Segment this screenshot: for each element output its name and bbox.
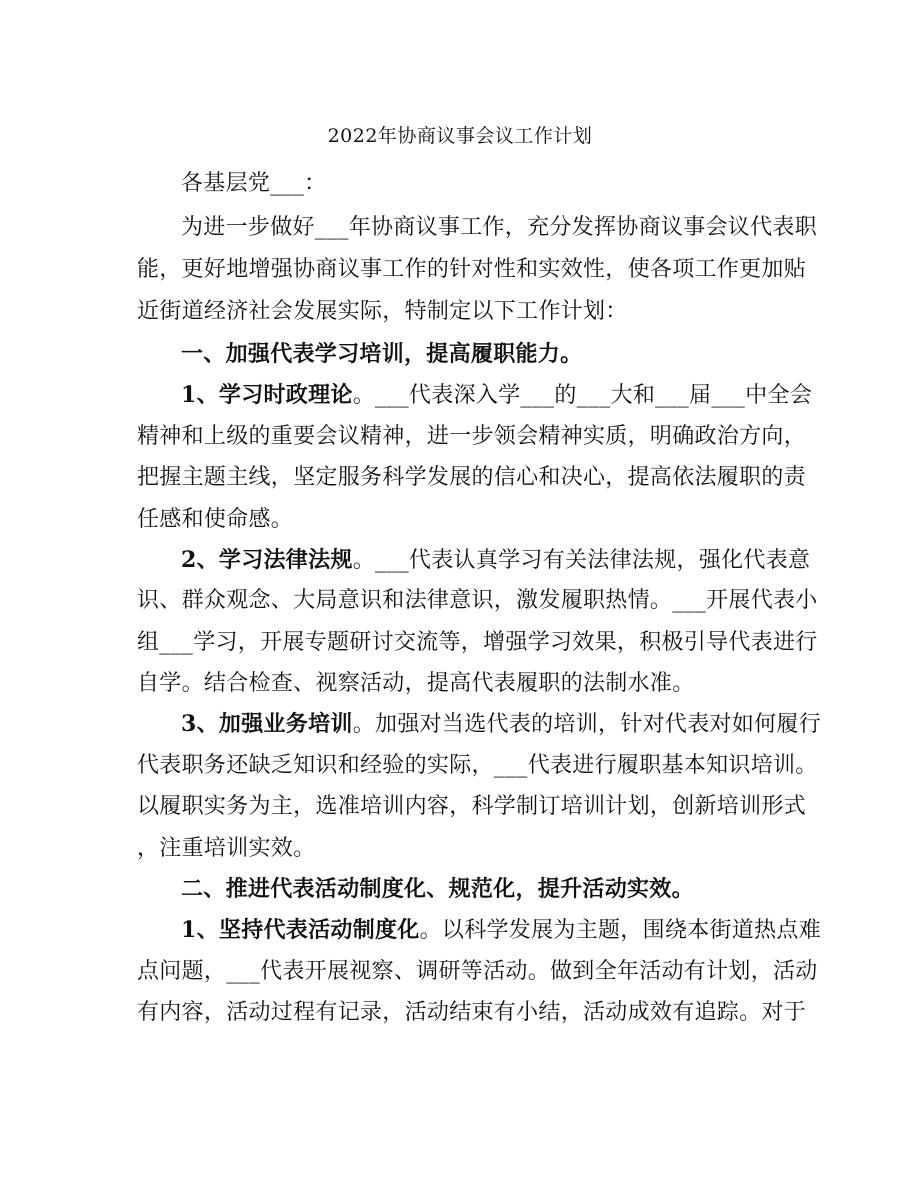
section-1-item-2-line-4: 自学。结合检查、视察活动，提高代表履职的法制水准。 (137, 671, 695, 696)
section-1-item-3-line-2: 代表职务还缺乏知识和经验的实际，___代表进行履职基本知识培训。 (137, 753, 818, 778)
section-1-item-3-line-1 (181, 704, 821, 745)
section-1-item-1-line-3: 把握主题主线，坚定服务科学发展的信心和决心，提高依法履职的责 (137, 465, 807, 490)
section-1-item-2-label: 2、学习法律法规 (181, 547, 353, 573)
section-1-item-3-line-3: 以履职实务为主，选准培训内容，科学制订培训计划，创新培训形式 (137, 794, 807, 819)
intro-line-3: 近街道经济社会发展实际，特制定以下工作计划： (137, 299, 628, 324)
section-2-item-1-line-3: 有内容，活动过程有记录，活动结束有小结，活动成效有追踪。对于 (137, 1000, 807, 1025)
section-2-item-1-text: 。以科学发展为主题，围绕本街道热点难 (419, 918, 822, 943)
section-1-item-2-line-3: 组___学习，开展专题研讨交流等，增强学习效果，积极引导代表进行 (137, 630, 818, 655)
section-1-item-1-line-2: 精神和上级的重要会议精神，进一步领会精神实质，明确政治方向， (137, 424, 807, 449)
section-1-item-3-line-4: ，注重培训实效。 (137, 836, 316, 861)
section-1-item-1-line-1 (181, 375, 812, 416)
section-1-item-3-text: 。加强对当选代表的培训，针对代表对如何履行 (352, 712, 822, 737)
section-1-item-1-text: 。___代表深入学___的___大和___届___中全会 (352, 383, 813, 408)
section-2-item-1-label: 1、坚持代表活动制度化 (181, 917, 420, 943)
section-1-item-2-line-2: 识、群众观念、大局意识和法律意识，激发履职热情。___开展代表小 (137, 588, 818, 613)
salutation: 各基层党___： (181, 171, 327, 196)
section-1-item-1-label: 1、学习时政理论 (181, 382, 353, 408)
section-2-heading: 二、推进代表活动制度化、规范化，提升活动实效。 (181, 876, 694, 902)
section-1-item-1-line-4: 任感和使命感。 (137, 507, 294, 532)
section-1-heading: 一、加强代表学习培训，提高履职能力。 (181, 341, 583, 367)
section-2-item-1-line-1 (181, 910, 821, 951)
section-1-item-3-label: 3、加强业务培训 (181, 711, 353, 737)
section-1-item-2-line-1 (181, 540, 810, 581)
document-title: 2022年协商议事会议工作计划 (327, 125, 593, 147)
section-2-item-1-line-2: 点问题，___代表开展视察、调研等活动。做到全年活动有计划，活动 (137, 959, 818, 984)
intro-line-2: 能，更好地增强协商议事工作的针对性和实效性，使各项工作更加贴 (137, 257, 807, 282)
intro-line-1: 为进一步做好___年协商议事工作，充分发挥协商议事会议代表职 (181, 215, 818, 240)
section-1-item-2-text: 。___代表认真学习有关法律法规，强化代表意 (352, 548, 811, 573)
